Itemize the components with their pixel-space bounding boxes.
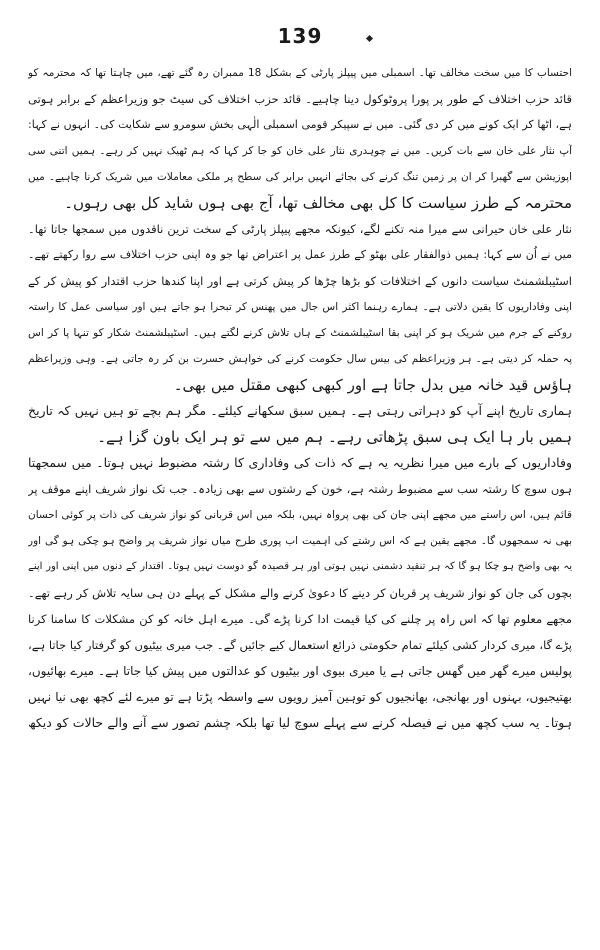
text-line: آپ نثار علی خان سے بات کریں۔ میں نے چوہدری نثار علی خان کو جا کر کہا کہ ہم ٹھیک نہیں کر رہے۔ ہمیں اتنی سی: [28, 145, 572, 157]
text-line: وفاداریوں کے بارے میں میرا نظریہ یہ ہے کہ ذات کی وفاداری کا رشتہ مضبوط نہیں ہوتا۔ میں سمجھتا: [28, 455, 572, 470]
text-line: ہمیں بار ہا ایک ہی سبق پڑھاتی رہے۔ ہم میں سے تو ہر ایک باون گزا ہے۔: [97, 428, 572, 446]
text-line: قائم ہیں، اس راستے میں مجھے اپنی جان کی بھی پرواہ نہیں، بلکہ میں اس قربانی کو نواز شریف کی ذات پر کوئی احسان: [28, 509, 572, 521]
text-line: ہوں سوچ کا رشتہ سب سے مضبوط رشتہ ہے، خون کے رشتوں سے بھی زیادہ۔ جب تک نواز شریف اپنے موقف پر: [28, 482, 572, 496]
body-text: [28, 60, 572, 940]
text-line: اپوزیشن سے گھبرا کر ان پر زمین تنگ کرنے کی بجائے انہیں برابر کی سطح پر ملکی معاملات میں شریک کرنا چاہیے۔ میں: [28, 171, 572, 183]
text-line: محترمہ کے طرز سیاست کا کل بھی مخالف تھا، آج بھی ہوں شاید کل بھی رہوں۔: [64, 194, 572, 212]
page-number: 139: [277, 24, 323, 48]
text-line: بچوں کی جان کو نواز شریف پر قربان کر دینے کا دعویٰ کرنے والے مشکل کے پہلے دن ہی سایہ تلاش کر رہے تھے۔: [28, 586, 572, 600]
text-line: پولیس میرے گھر میں گھس جاتی ہے یا میری بیوی اور بیٹیوں کو عدالتوں میں پیش کیا جاتا ہے۔ میرے بھائیوں،: [28, 664, 572, 678]
text-line: بھتیجیوں، بہنوں اور بھانجی، بھانجیوں کو توہین آمیز رویوں سے واسطہ پڑتا ہے تو میرے لئے کچھ بھی نیا نہیں: [28, 690, 572, 704]
text-line: ہماری تاریخ اپنے آپ کو دہراتی رہتی ہے۔ ہمیں سبق سکھانے کیلئے۔ مگر ہم بچے تو ہیں نہیں کہ تاریخ: [28, 403, 572, 418]
text-line: میں نے اُن سے کہا: ہمیں ذوالفقار علی بھٹو کے طرز عمل پر اعتراض تھا جو وہ اپنی حزب اختلاف سے روا رکھتے تھے۔: [28, 248, 572, 261]
text-line: احتساب کا میں سخت مخالف تھا۔ اسمبلی میں پیپلز پارٹی کے بشکل 18 ممبران رہ گئے تھے، میں چاہتا تھا کہ محترمہ کو: [28, 67, 572, 79]
text-line: بھی نہ سمجھوں گا۔ مجھے یقین ہے کہ اس رشتے کی اہمیت اب پوری طرح میاں نواز شریف پر واضح ہو چکی ہو گی اور: [28, 535, 572, 547]
text-line: مجھے معلوم تھا کہ اس راہ پر چلنے کی کیا قیمت ادا کرنا پڑے گی۔ میرے اہل خانہ کو کن مشکلات کا سامنا کرنا: [28, 612, 572, 626]
text-line: پہ حملہ کر دیتی ہے۔ ہر وزیراعظم کی بیس سال حکومت کرنے کی خواہش حسرت بن کر رہ جاتی ہے۔ وہی وزیراعظم: [28, 353, 572, 365]
text-line: ہاؤس قید خانہ میں بدل جاتا ہے اور کبھی کبھی مقتل میں بھی۔: [173, 376, 572, 394]
text-line: یہ بھی واضح ہو چکا ہو گا کہ ہر تنقید دشمنی نہیں ہوتی اور ہر قصیدہ گو دوست نہیں ہوتا۔ اقتدار کے دنوں میں اپنی اور اپنے: [28, 561, 572, 572]
text-line: اسٹیبلشمنٹ سیاست دانوں کے اختلافات کو بڑھا چڑھا کر پیش کرتی ہے اور اپنا کندھا حزب اقتدار کو پیش کر کے: [28, 274, 572, 288]
text-line: ہے، اٹھا کر ایک کونے میں کر دی گئی۔ میں نے سپیکر قومی اسمبلی الٰہی بخش سومرو سے شکایت کی۔ انہوں نے کہا:: [28, 118, 572, 131]
text-line: نثار علی خان حیرانی سے میرا منہ تکنے لگے، کیونکہ مجھے پیپلز پارٹی کے سخت ترین ناقدوں میں سمجھا جاتا تھا۔: [28, 222, 572, 236]
text-line: پڑے گا، میری کردار کشی کیلئے تمام حکومتی ذرائع استعمال کیے جائیں گے۔ جب میری بیٹیوں کو گرفتار کیا جاتا ہے،: [28, 638, 572, 652]
text-line: قائد حزب اختلاف کے طور پر پورا پروٹوکول دینا چاہیے۔ قائد حزب اختلاف کی سیٹ جو وزیراعظم کے برابر ہوتی: [28, 92, 572, 106]
text-line: اپنی وفاداریوں کا یقین دلاتی ہے۔ ہمارے رہنما اکثر اس جال میں پھنس کر تبحرا ہو جاتے ہیں اور سیاسی عمل کا راستہ: [28, 301, 572, 313]
text-line: روکنے کے جرم میں شریک ہو کر اپنی بقا اسٹیبلشمنٹ کے ہاں تلاش کرنے لگتے ہیں۔ اسٹیبلشمنٹ شکار کو تنہا پا کر اس: [28, 327, 572, 339]
text-line: ہوتا۔ یہ سب کچھ میں نے فیصلہ کرنے سے پہلے سوچ لیا تھا بلکہ چشم تصور سے آنے والے حالات کو دیکھ: [28, 715, 572, 730]
